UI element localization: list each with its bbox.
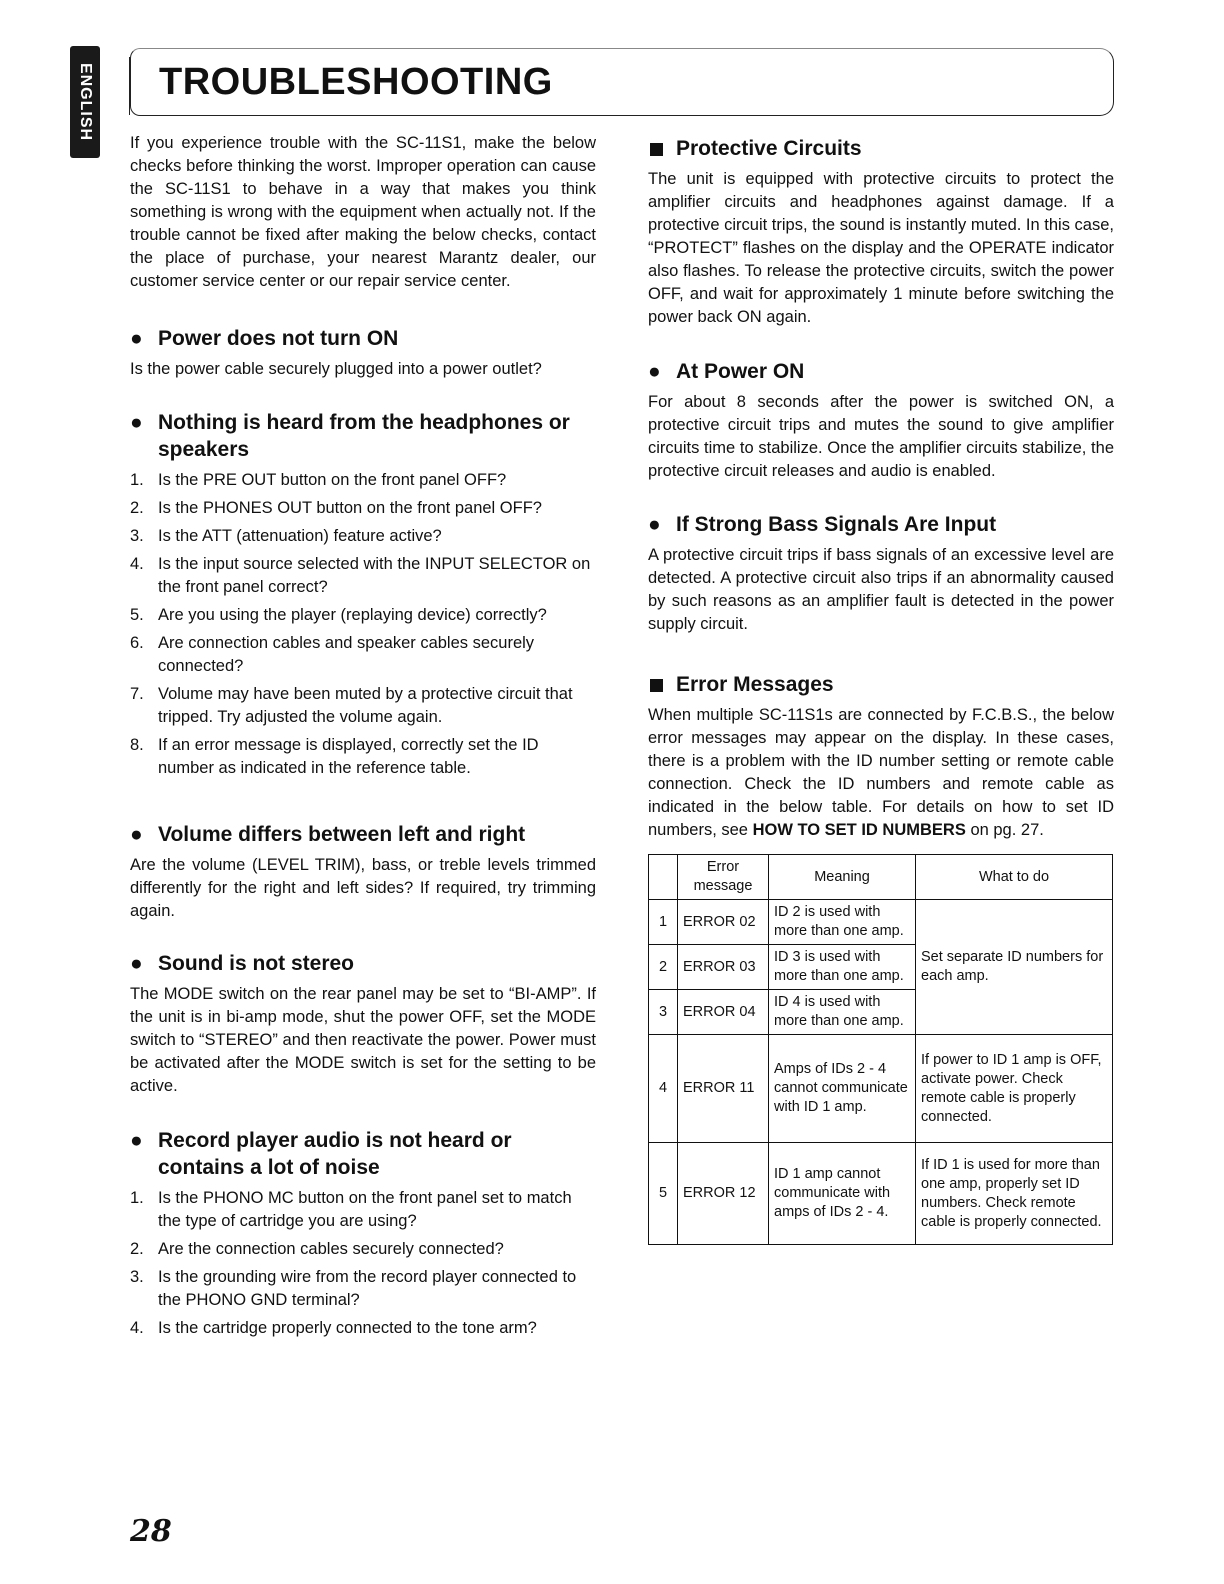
table-header-cell — [649, 855, 678, 900]
language-tab — [70, 46, 100, 158]
language-label: ENGLISH — [77, 62, 94, 142]
record-list — [130, 1187, 596, 1340]
at-power-on-heading: ● At Power ON — [648, 358, 1114, 385]
volume-section — [130, 821, 596, 923]
list-item: 1. Is the PHONO MC button on the front panel set to match the type of cartridge you are using? — [130, 1189, 572, 1230]
table-row: 5 ERROR 12 ID 1 amp cannot communicate with amps of IDs 2 - 4. If ID 1 is used for more than one amp, properly set ID numbers. Check remote cable is properly connected. — [649, 1143, 1113, 1245]
error-table — [648, 854, 1113, 1245]
list-item: 5. Are you using the player (replaying device) correctly? — [130, 606, 547, 624]
table-header-cell: Error message — [678, 855, 769, 900]
shared-todo-cell: Set separate ID numbers for each amp. — [916, 900, 1113, 1035]
volume-heading: ● Volume differs between left and right — [130, 821, 596, 848]
protective-heading: Protective Circuits — [648, 135, 1114, 162]
list-item: 1. Is the PRE OUT button on the front panel OFF? — [130, 471, 507, 489]
page-title: TROUBLESHOOTING — [159, 61, 553, 103]
stereo-text: The MODE switch on the rear panel may be set to “BI-AMP”. If the unit is in bi-amp mode, shut the power OFF, set the MODE switch to “STEREO” and then reactivate the power. Power must be activated after the MODE switch is set for the setting to be active. — [130, 985, 596, 1095]
table-row: 3 ERROR 04 ID 4 is used with more than one amp. — [649, 990, 1113, 1035]
nothing-heard-list — [130, 469, 596, 780]
intro-text: If you experience trouble with the SC-11S1, make the below checks before thinking the worst. Improper operation can cause the SC-11S1 to behave in a way that makes you think something is wrong with the equipment when actually not. If the trouble cannot be fixed after making the below checks, contact the place of purchase, your nearest Marantz dealer, our customer service center or our repair service center. — [130, 134, 596, 290]
volume-text: Are the volume (LEVEL TRIM), bass, or treble levels trimmed differently for the right and left sides? If required, try trimming again. — [130, 856, 596, 920]
table-header-row — [649, 855, 1113, 900]
list-item: 3. Is the grounding wire from the record player connected to the PHONO GND terminal? — [130, 1268, 577, 1309]
error-messages-section — [648, 671, 1114, 1245]
record-heading: ● Record player audio is not heard or contains a lot of noise — [130, 1127, 596, 1181]
table-header-cell: Meaning — [769, 855, 916, 900]
list-item: 7. Volume may have been muted by a protective circuit that tripped. Try adjusted the volume again. — [130, 685, 573, 726]
table-row: 2 ERROR 03 ID 3 is used with more than one amp. — [649, 945, 1113, 990]
set-id-link-text: HOW TO SET ID NUMBERS — [752, 821, 966, 839]
protective-section — [648, 135, 1114, 329]
at-power-on-section — [648, 358, 1114, 483]
page-number: 28 — [130, 1514, 172, 1549]
at-power-on-text: For about 8 seconds after the power is switched ON, a protective circuit trips and mutes the sound to give amplifier circuits time to stabilize. Once the amplifier circuits stabilize, the protective circuit releases and audio is enabled. — [648, 393, 1114, 480]
bass-text: A protective circuit trips if bass signals of an excessive level are detected. A protective circuit also trips if an abnormality caused by such reasons as an amplifier fault is detected in the power supply circuit. — [648, 546, 1114, 633]
stereo-section — [130, 950, 596, 1098]
list-item: 8. If an error message is displayed, correctly set the ID number as indicated in the reference table. — [130, 736, 539, 777]
power-text: Is the power cable securely plugged into a power outlet? — [130, 360, 542, 378]
power-section — [130, 325, 596, 381]
list-item: 4. Is the cartridge properly connected to the tone arm? — [130, 1319, 537, 1337]
table-header-cell: What to do — [916, 855, 1113, 900]
nothing-heard-heading: ● Nothing is heard from the headphones or speakers — [130, 409, 596, 463]
bass-heading: ● If Strong Bass Signals Are Input — [648, 511, 1114, 538]
list-item: 2. Are the connection cables securely connected? — [130, 1240, 504, 1258]
title-frame — [130, 48, 1114, 116]
error-messages-heading: Error Messages — [648, 671, 1114, 698]
nothing-heard-section — [130, 409, 596, 785]
table-row: 4 ERROR 11 Amps of IDs 2 - 4 cannot communicate with ID 1 amp. If power to ID 1 amp is OFF, activate power. Check remote cable is properly connected. — [649, 1035, 1113, 1143]
protective-text: The unit is equipped with protective circuits to protect the amplifier circuits and headphones against damage. If a protective circuit trips, the sound is instantly muted. In this case, “PROTECT” flashes on the display and the OPERATE indicator also flashes. To release the protective circuits, switch the power OFF, and wait for approximately 1 minute before switching the power back ON again. — [648, 170, 1114, 326]
record-section — [130, 1127, 596, 1345]
list-item: 3. Is the ATT (attenuation) feature active? — [130, 527, 442, 545]
list-item: 2. Is the PHONES OUT button on the front panel OFF? — [130, 499, 542, 517]
intro-section — [130, 132, 596, 293]
table-row: 1 ERROR 02 ID 2 is used with more than one amp. Set separate ID numbers for each amp. — [649, 900, 1113, 945]
list-item: 6. Are connection cables and speaker cables securely connected? — [130, 634, 535, 675]
power-heading: ● Power does not turn ON — [130, 325, 596, 352]
bass-section — [648, 511, 1114, 636]
error-messages-text: When multiple SC-11S1s are connected by F.C.B.S., the below error messages may appear on the display. In these cases, there is a problem with the ID number setting or remote cable connection. Check the ID numbers and remote cable as indicated in the below table. For details on how to set ID numbers, see HOW TO SET ID NUMBERS on pg. 27. — [648, 706, 1114, 839]
list-item: 4. Is the input source selected with the INPUT SELECTOR on the front panel correct? — [130, 555, 591, 596]
stereo-heading: ● Sound is not stereo — [130, 950, 596, 977]
